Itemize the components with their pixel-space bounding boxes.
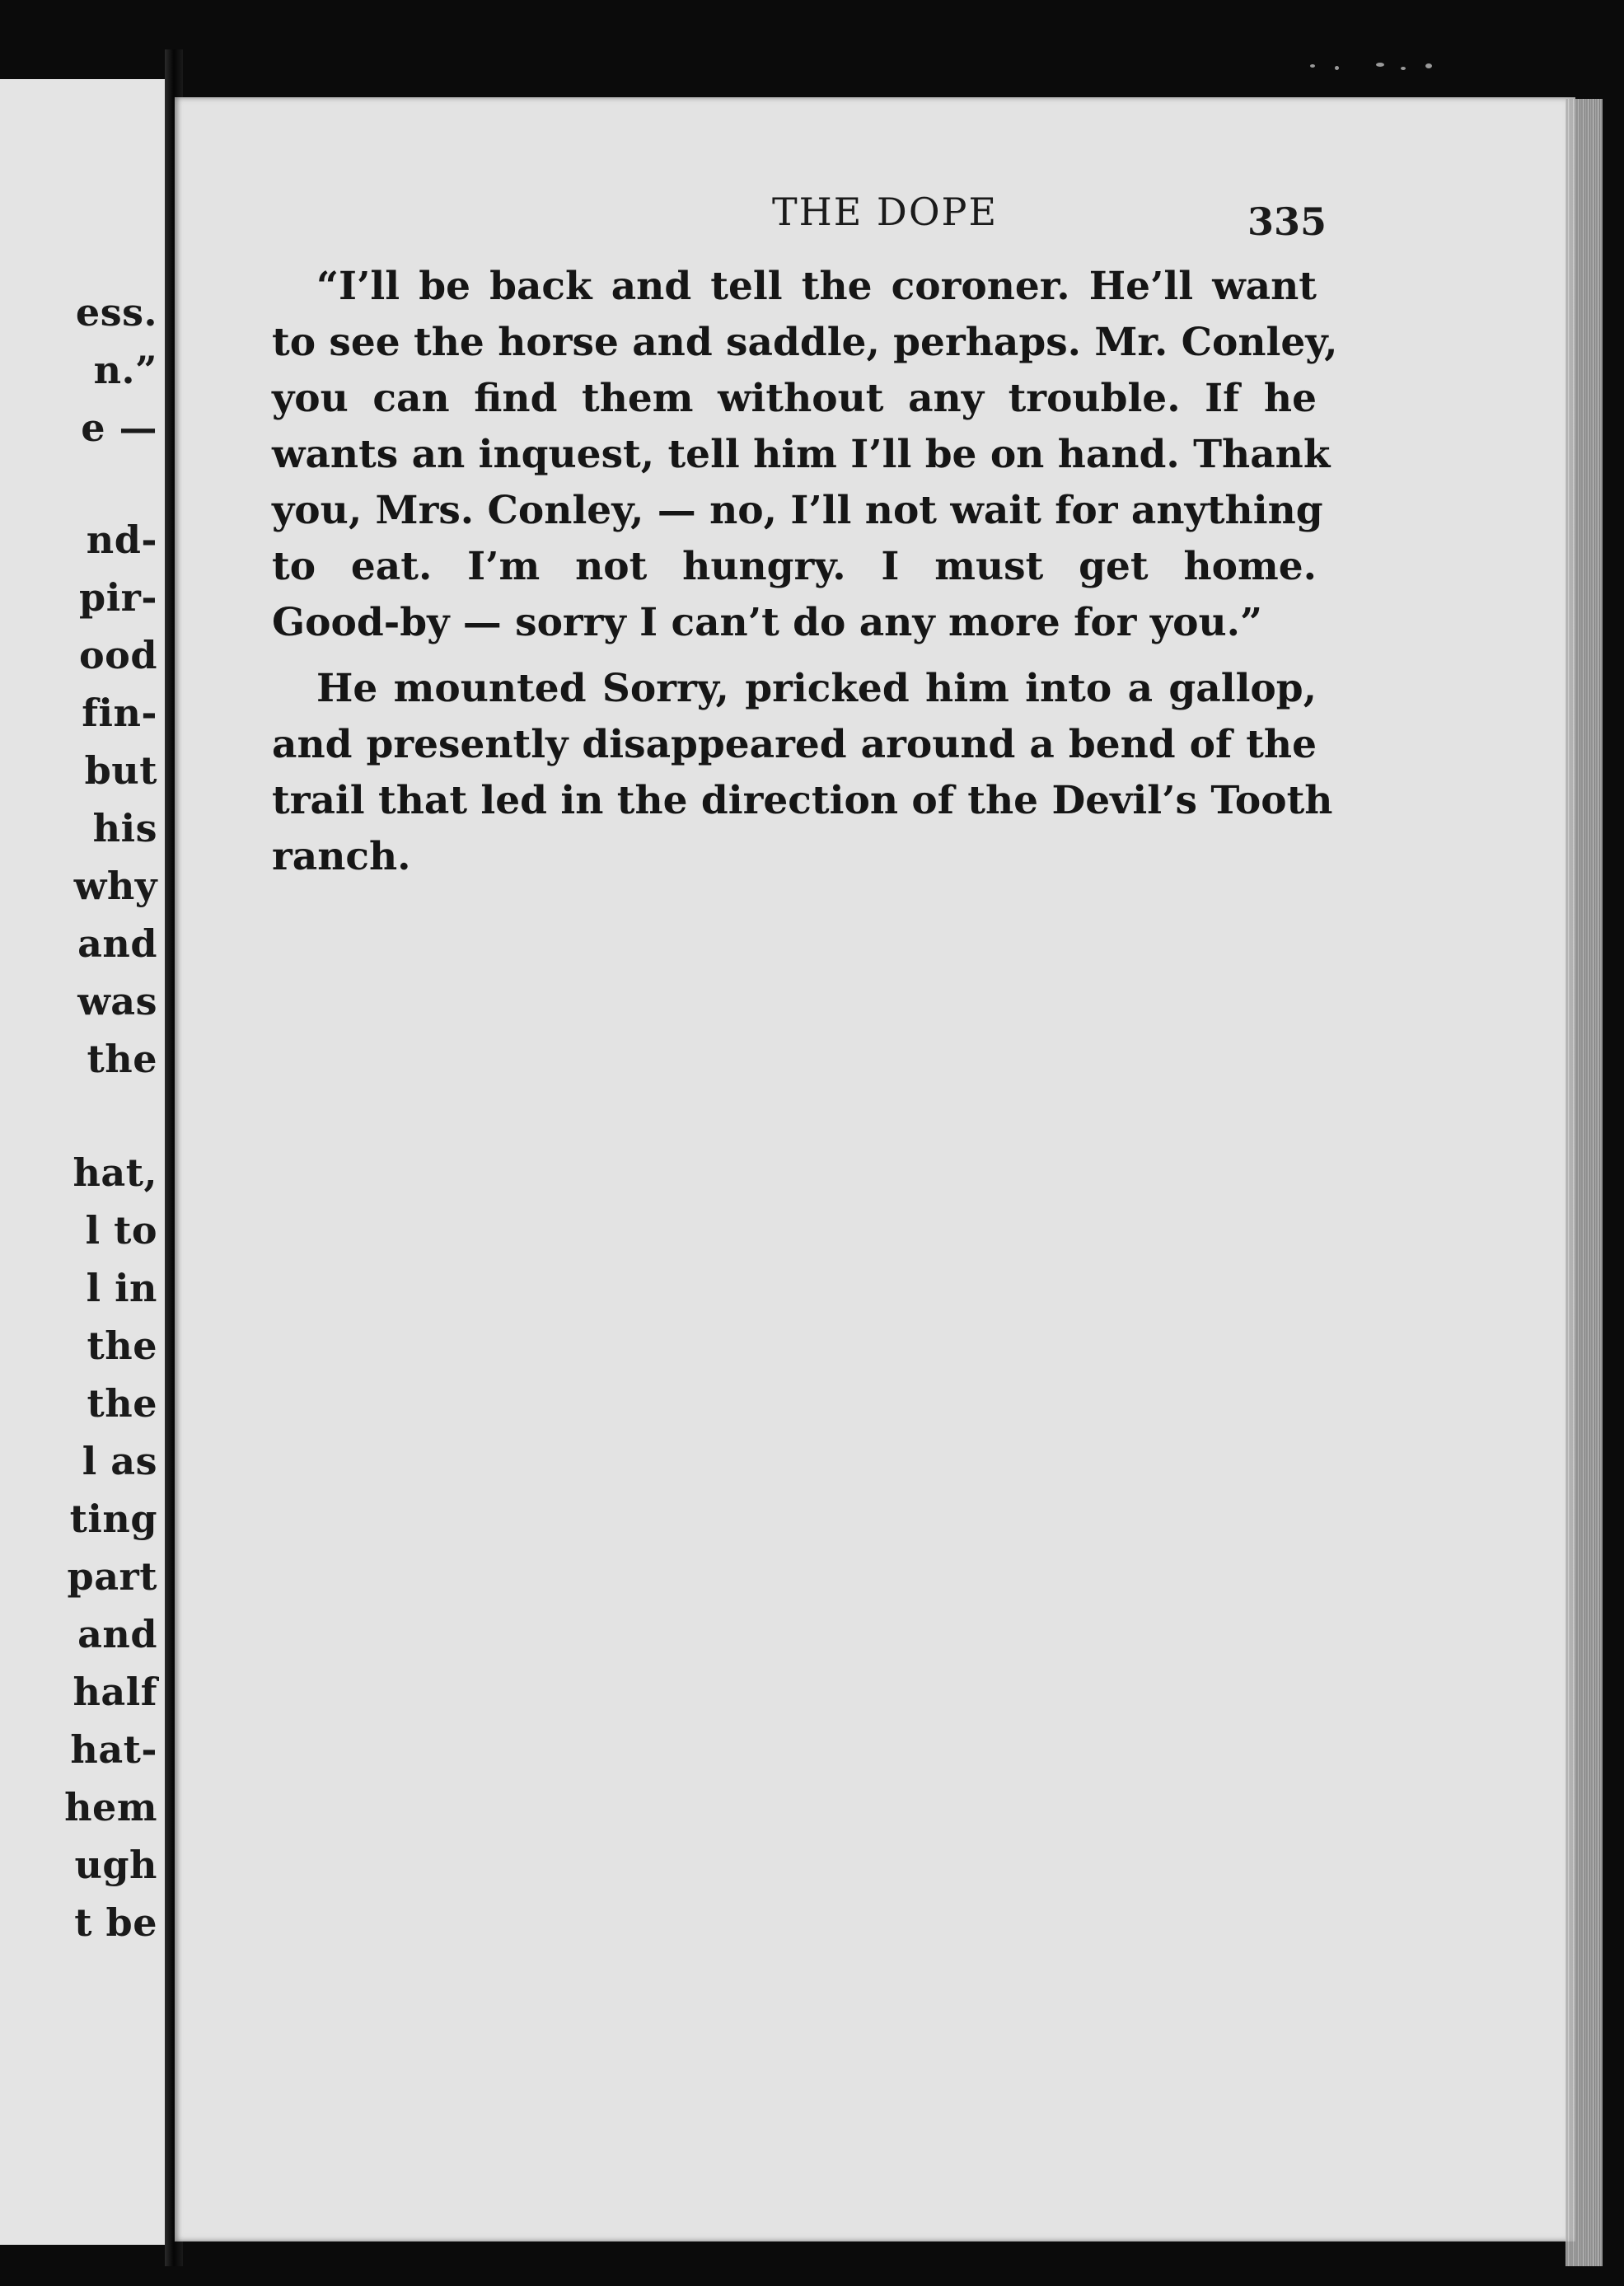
right-page xyxy=(175,97,1575,2241)
left-page-line: hat, xyxy=(73,1150,157,1195)
left-page-line: and xyxy=(77,921,157,966)
left-page-line: ugh xyxy=(74,1843,157,1887)
left-page-line: the xyxy=(87,1037,157,1081)
left-page-line: ting xyxy=(69,1497,157,1541)
left-page-line: part xyxy=(67,1554,157,1599)
left-page-line: e — xyxy=(81,405,157,450)
left-page-line: why xyxy=(73,864,157,908)
body-text-line: trail that led in the direction of the Devil’s Tooth xyxy=(272,778,1333,823)
left-page-line: half xyxy=(73,1670,157,1714)
left-page-line: ood xyxy=(78,633,157,677)
left-page-line: fin- xyxy=(82,691,157,735)
left-page-line: l to xyxy=(85,1208,157,1253)
body-text-line: to see the horse and saddle, perhaps. Mr. Conley, xyxy=(272,320,1338,365)
left-page-line: ess. xyxy=(75,290,157,335)
left-page-line: n.” xyxy=(93,348,157,392)
left-page xyxy=(0,79,171,2245)
left-page-line: pir- xyxy=(79,575,157,620)
body-text-line: to eat. I’m not hungry. I must get home. xyxy=(272,544,1317,589)
left-page-line: the xyxy=(87,1323,157,1368)
left-page-line: nd- xyxy=(86,518,157,562)
page-block-edges xyxy=(1565,99,1603,2266)
left-page-line: l as xyxy=(82,1439,157,1483)
body-text-line: “I’ll be back and tell the coroner. He’ll want xyxy=(316,264,1317,309)
left-page-line: t be xyxy=(74,1900,157,1945)
left-page-line: l in xyxy=(86,1266,157,1310)
left-page-line: his xyxy=(92,806,157,850)
body-text-line: and presently disappeared around a bend of the xyxy=(272,722,1317,767)
body-text-line: ranch. xyxy=(272,834,411,879)
body-text-line: wants an inquest, tell him I’ll be on hand. Thank xyxy=(272,432,1331,477)
page-number: 335 xyxy=(1247,199,1327,244)
left-page-line: but xyxy=(84,748,157,793)
running-head: THE DOPE xyxy=(771,190,999,234)
dust-specks xyxy=(1302,59,1467,76)
body-text-line: you can find them without any trouble. If he xyxy=(272,376,1317,421)
left-page-line: hat- xyxy=(70,1727,157,1772)
left-page-line: hem xyxy=(64,1785,157,1829)
left-page-line: the xyxy=(87,1381,157,1426)
left-page-line: was xyxy=(77,979,157,1024)
body-text-line: Good-by — sorry I can’t do any more for you.” xyxy=(272,600,1263,645)
body-text-line: you, Mrs. Conley, — no, I’ll not wait for anything xyxy=(272,488,1323,533)
body-text-line: He mounted Sorry, pricked him into a gallop, xyxy=(316,666,1317,711)
left-page-line: and xyxy=(77,1612,157,1656)
